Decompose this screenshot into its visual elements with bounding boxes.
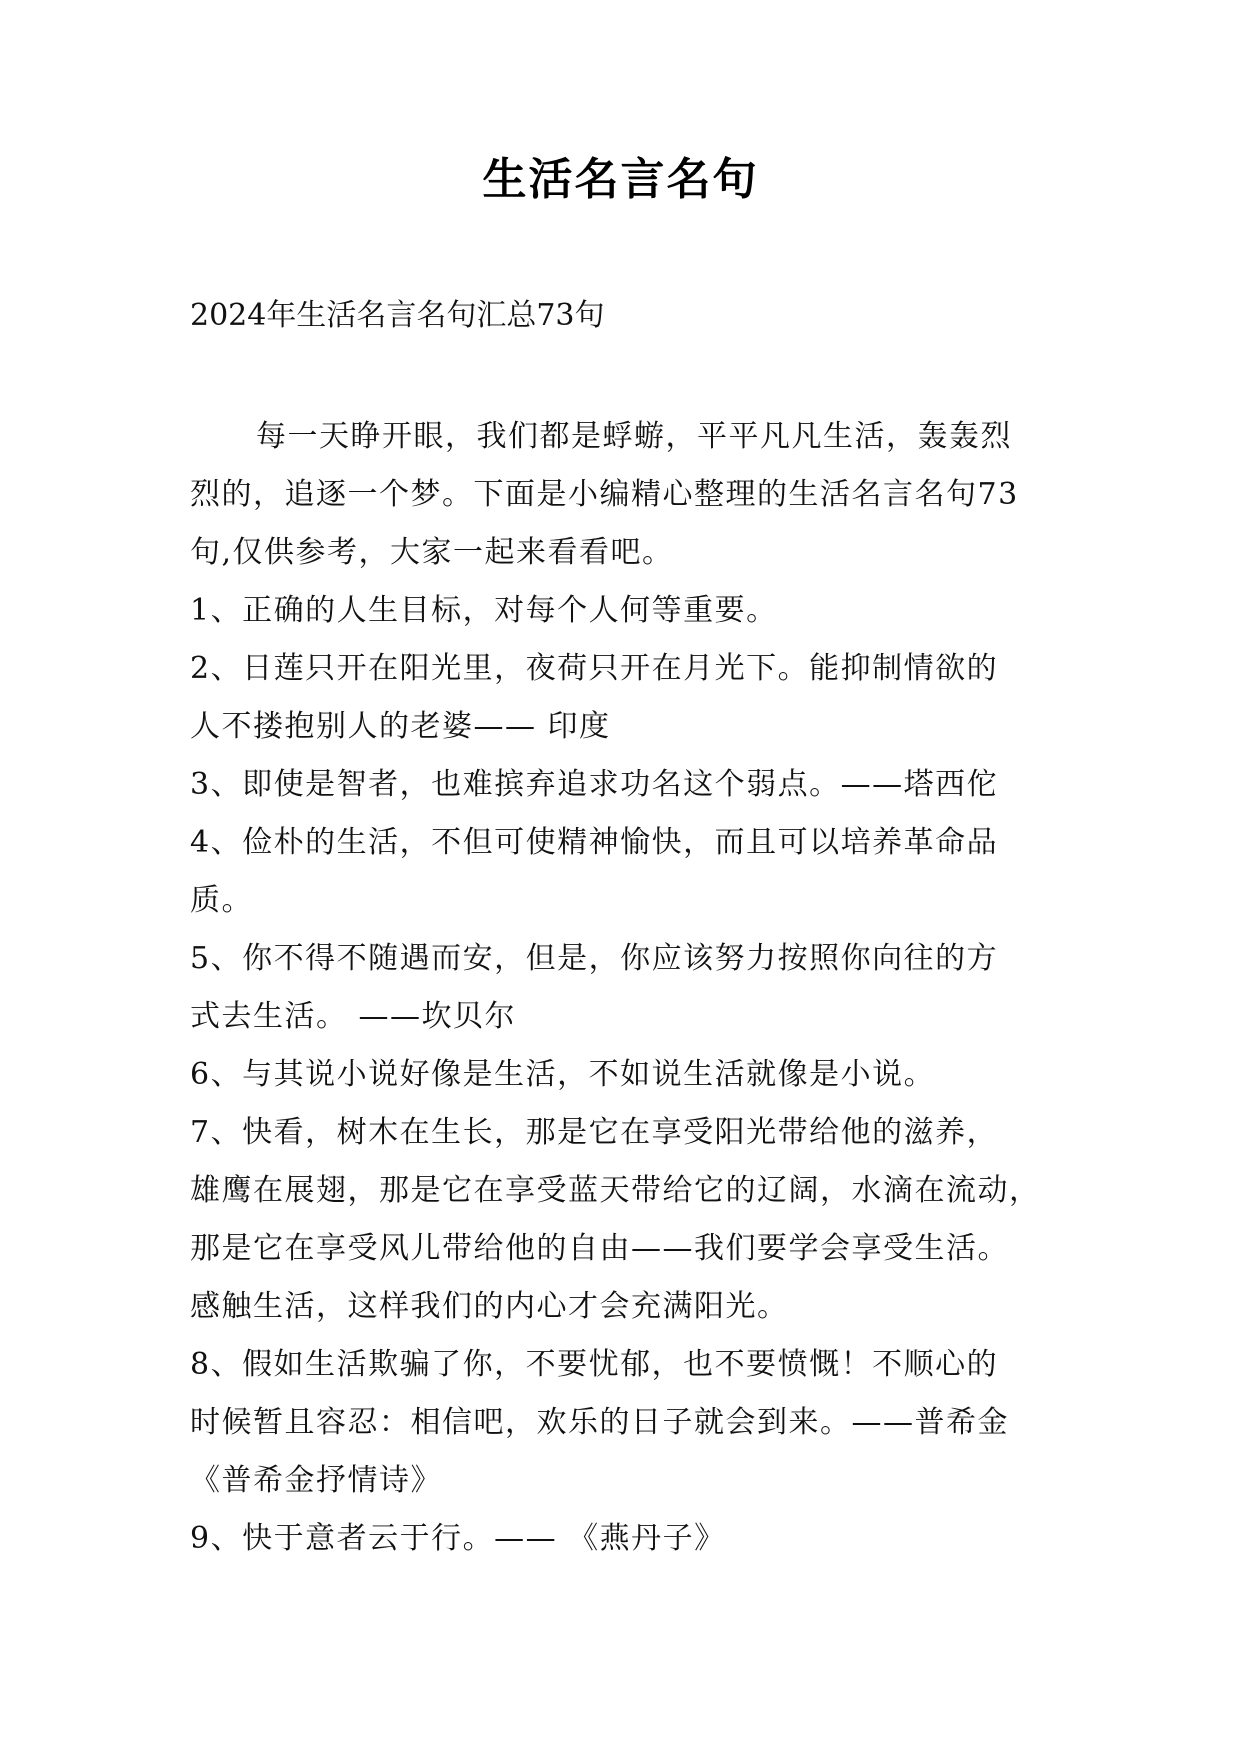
intro-line: 烈的，追逐一个梦。下面是小编精心整理的生活名言名句73 [190,477,1019,512]
document-title: 生活名言名句 [482,154,759,205]
quote-line: 时候暂且容忍：相信吧，欢乐的日子就会到来。——普希金 [190,1405,1009,1440]
quote-line: 4、俭朴的生活，不但可使精神愉快，而且可以培养革命品 [190,825,999,860]
quote-line: 那是它在享受风儿带给他的自由——我们要学会享受生活。 [190,1231,1009,1266]
quote-line: 6、与其说小说好像是生活，不如说生活就像是小说。 [190,1057,936,1092]
quote-line: 8、假如生活欺骗了你，不要忧郁，也不要愤慨！不顺心的 [190,1347,999,1382]
quote-line: 2、日莲只开在阳光里，夜荷只开在月光下。能抑制情欲的 [190,651,999,686]
intro-line: 每一天睁开眼，我们都是蜉蝣，平平凡凡生活，轰轰烈 [256,419,1012,454]
quote-line: 9、快于意者云于行。—— 《燕丹子》 [190,1521,726,1556]
quote-line: 7、快看，树木在生长，那是它在享受阳光带给他的滋养， [190,1115,999,1150]
document-body [190,408,1070,1568]
quote-line: 1、正确的人生目标，对每个人何等重要。 [190,593,778,628]
document-subtitle: 2024年生活名言名句汇总73句 [190,298,605,333]
quote-line: 雄鹰在展翅，那是它在享受蓝天带给它的辽阔，水滴在流动， [190,1173,1041,1208]
quote-line: 质。 [190,883,253,918]
quote-line: 感触生活，这样我们的内心才会充满阳光。 [190,1289,789,1324]
intro-line: 句,仅供参考，大家一起来看看吧。 [190,535,674,570]
quote-line: 《普希金抒情诗》 [190,1463,442,1498]
quote-line: 5、你不得不随遇而安，但是，你应该努力按照你向往的方 [190,941,999,976]
quote-line: 人不搂抱别人的老婆—— 印度 [190,709,611,744]
quote-line: 式去生活。 ——坎贝尔 [190,999,517,1034]
quote-line: 3、即使是智者，也难摈弃追求功名这个弱点。——塔西佗 [190,767,999,802]
